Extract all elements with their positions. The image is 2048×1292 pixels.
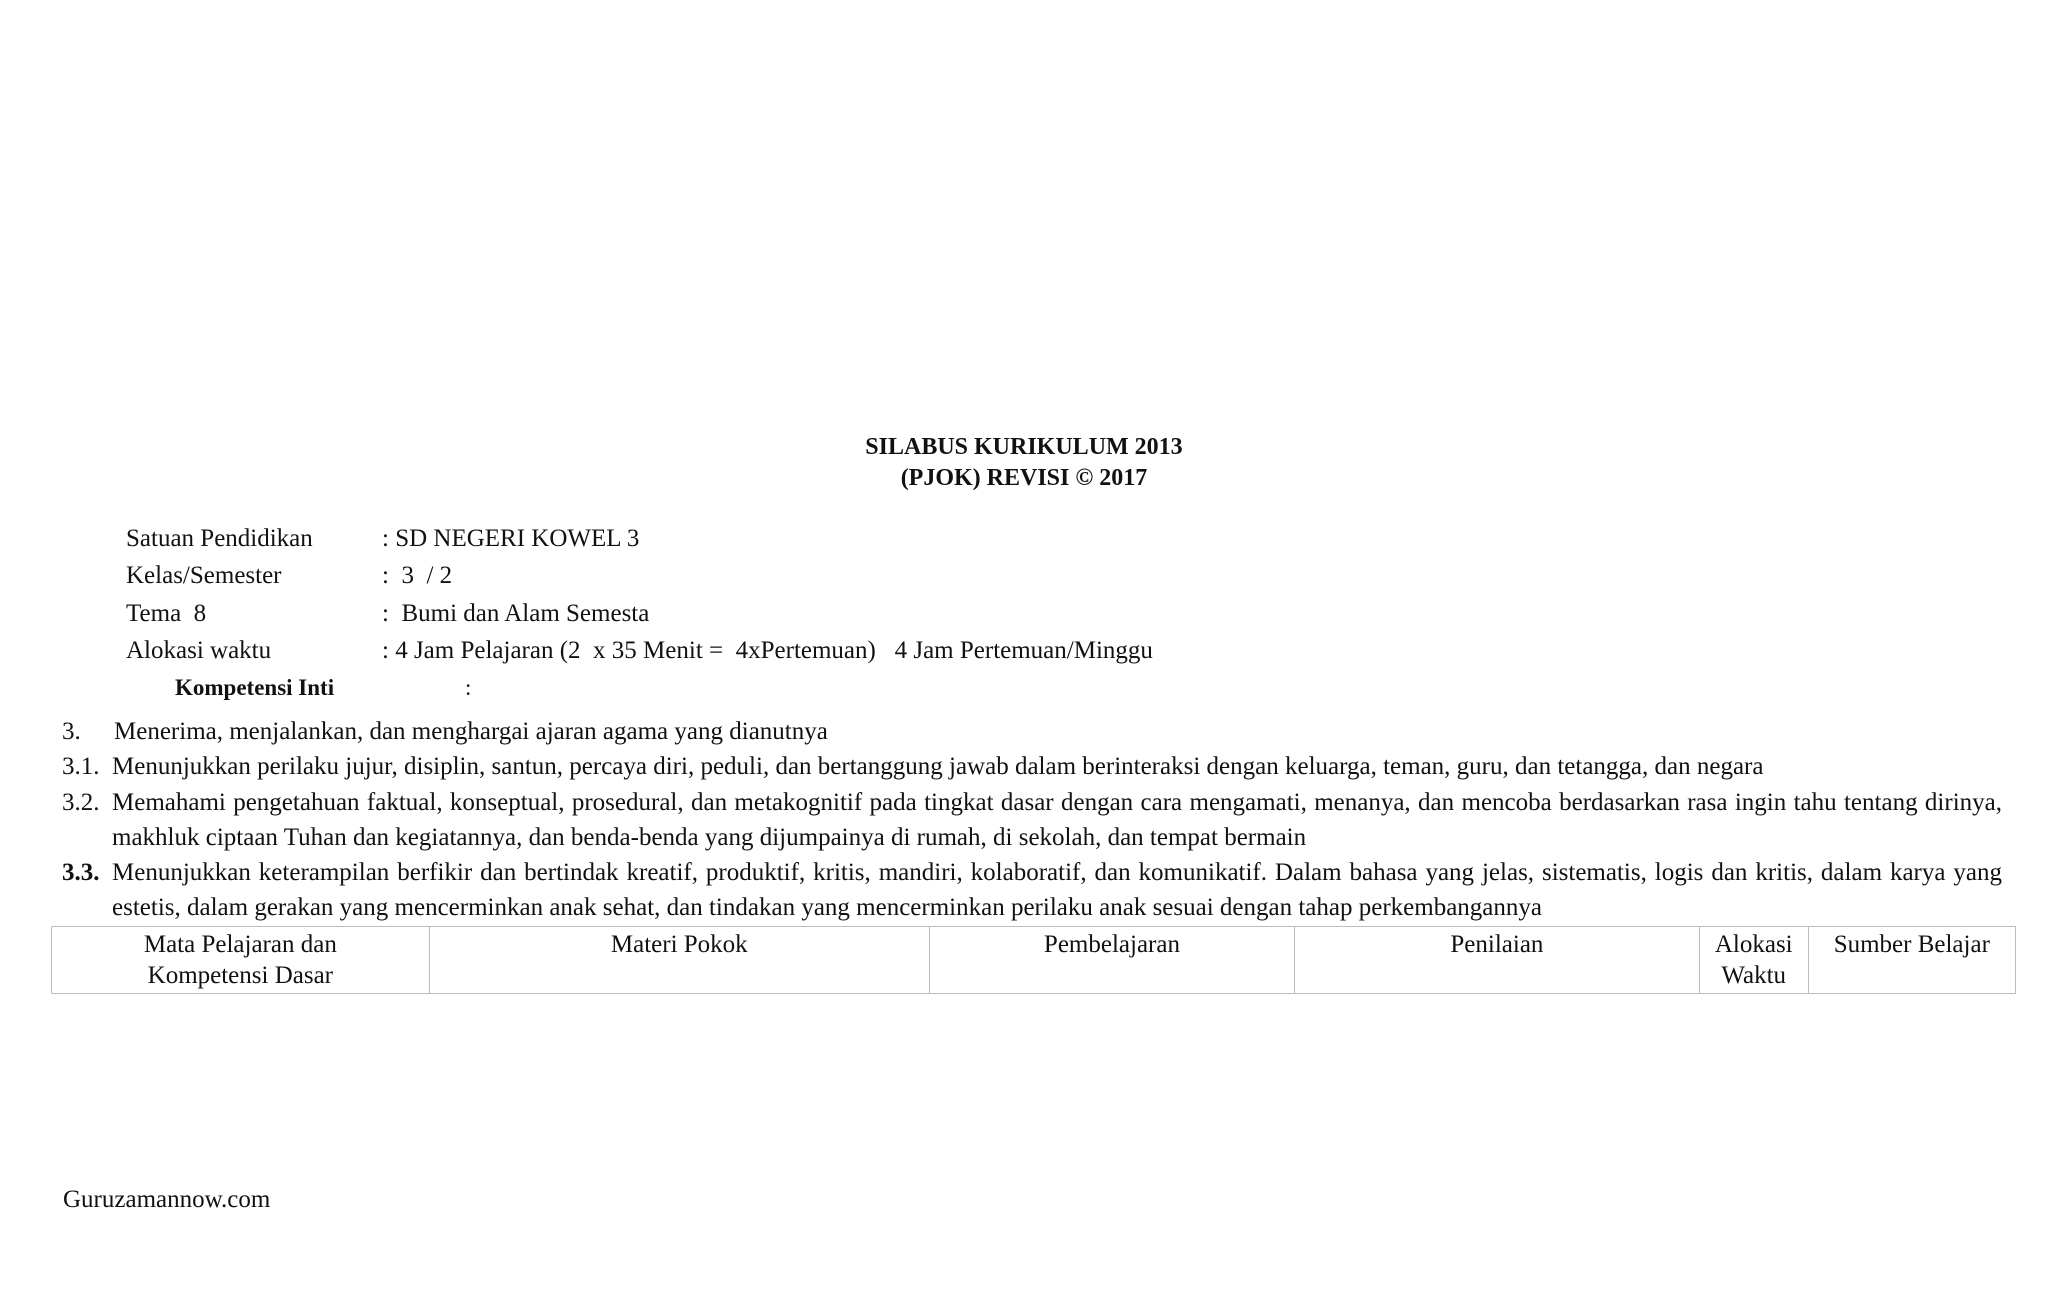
ki-item xyxy=(62,714,2002,749)
header-line: Pembelajaran xyxy=(1043,931,1180,958)
footer-watermark-text: Guruzamannow.com xyxy=(63,1186,271,1213)
header-mata-pelajaran xyxy=(52,927,430,994)
meta-row-kelas-semester xyxy=(126,559,452,593)
header-materi-pokok xyxy=(429,927,929,994)
header-line: Kompetensi Dasar xyxy=(147,962,334,989)
kompetensi-inti-label: Kompetensi Inti xyxy=(175,675,335,700)
header-line: Alokasi xyxy=(1714,931,1793,958)
ki-item-number: 3.3. xyxy=(62,859,100,886)
ki-item-number: 3.1. xyxy=(62,753,100,780)
ki-item-number: 3. xyxy=(62,718,81,745)
ki-item xyxy=(62,749,2002,784)
ki-item-text: Menunjukkan keterampilan berfikir dan bertindak kreatif, produktif, kritis, mandiri, kolaboratif, dan komunikatif. Dalam bahasa yang jelas, sistematis, logis dan kritis, dalam karya yang estetis, dalam gerakan yang mencerminkan anak sehat, dan tindakan yang mencerminkan perilaku anak sesuai dengan tahap perkembangannya xyxy=(112,859,2002,921)
meta-row-alokasi-waktu xyxy=(126,634,1153,668)
header-pembelajaran xyxy=(929,927,1294,994)
header-alokasi-waktu xyxy=(1699,927,1808,994)
header-line: Waktu xyxy=(1721,962,1787,989)
header-line: Materi Pokok xyxy=(610,931,748,958)
table-header-row xyxy=(52,927,2016,994)
meta-label: Kelas/Semester xyxy=(126,562,282,589)
kompetensi-inti-colon: : xyxy=(465,675,472,700)
header-penilaian xyxy=(1294,927,1699,994)
meta-value: : SD NEGERI KOWEL 3 xyxy=(382,525,640,552)
header-sumber-belajar xyxy=(1808,927,2015,994)
ki-item-text: Memahami pengetahuan faktual, konseptual, prosedural, dan metakognitif pada tingkat dasar dengan cara mengamati, menanya, dan mencoba berdasarkan rasa ingin tahu tentang dirinya, makhluk ciptaan Tuhan dan kegiatannya, dan benda-benda yang dijumpainya di rumah, di sekolah, dan tempat bermain xyxy=(112,789,2002,851)
meta-value: : Bumi dan Alam Semesta xyxy=(382,600,650,627)
header-line: Sumber Belajar xyxy=(1833,931,1990,958)
meta-value: : 3 / 2 xyxy=(382,562,453,589)
ki-item xyxy=(62,855,2002,925)
header-line: Mata Pelajaran dan xyxy=(143,931,337,958)
meta-label: Alokasi waktu xyxy=(126,637,272,664)
header-line: Penilaian xyxy=(1450,931,1544,958)
meta-label: Satuan Pendidikan xyxy=(126,525,313,552)
document-title: SILABUS KURIKULUM 2013 xyxy=(865,434,1183,460)
meta-label: Tema 8 xyxy=(126,600,207,627)
ki-item-number: 3.2. xyxy=(62,789,100,816)
silabus-table xyxy=(51,926,2016,994)
ki-item xyxy=(62,785,2002,855)
kompetensi-inti-heading xyxy=(175,672,471,704)
meta-row-tema xyxy=(126,597,649,631)
document-subtitle: (PJOK) REVISI © 2017 xyxy=(900,465,1148,491)
ki-item-text: Menunjukkan perilaku jujur, disiplin, santun, percaya diri, peduli, dan bertanggung jawab dalam berinteraksi dengan keluarga, teman, guru, dan tetangga, dan negara xyxy=(112,753,1764,780)
meta-value: : 4 Jam Pelajaran (2 x 35 Menit = 4xPertemuan) 4 Jam Pertemuan/Minggu xyxy=(382,637,1153,664)
meta-row-satuan-pendidikan xyxy=(126,522,639,556)
ki-item-text: Menerima, menjalankan, dan menghargai ajaran agama yang dianutnya xyxy=(114,718,828,745)
